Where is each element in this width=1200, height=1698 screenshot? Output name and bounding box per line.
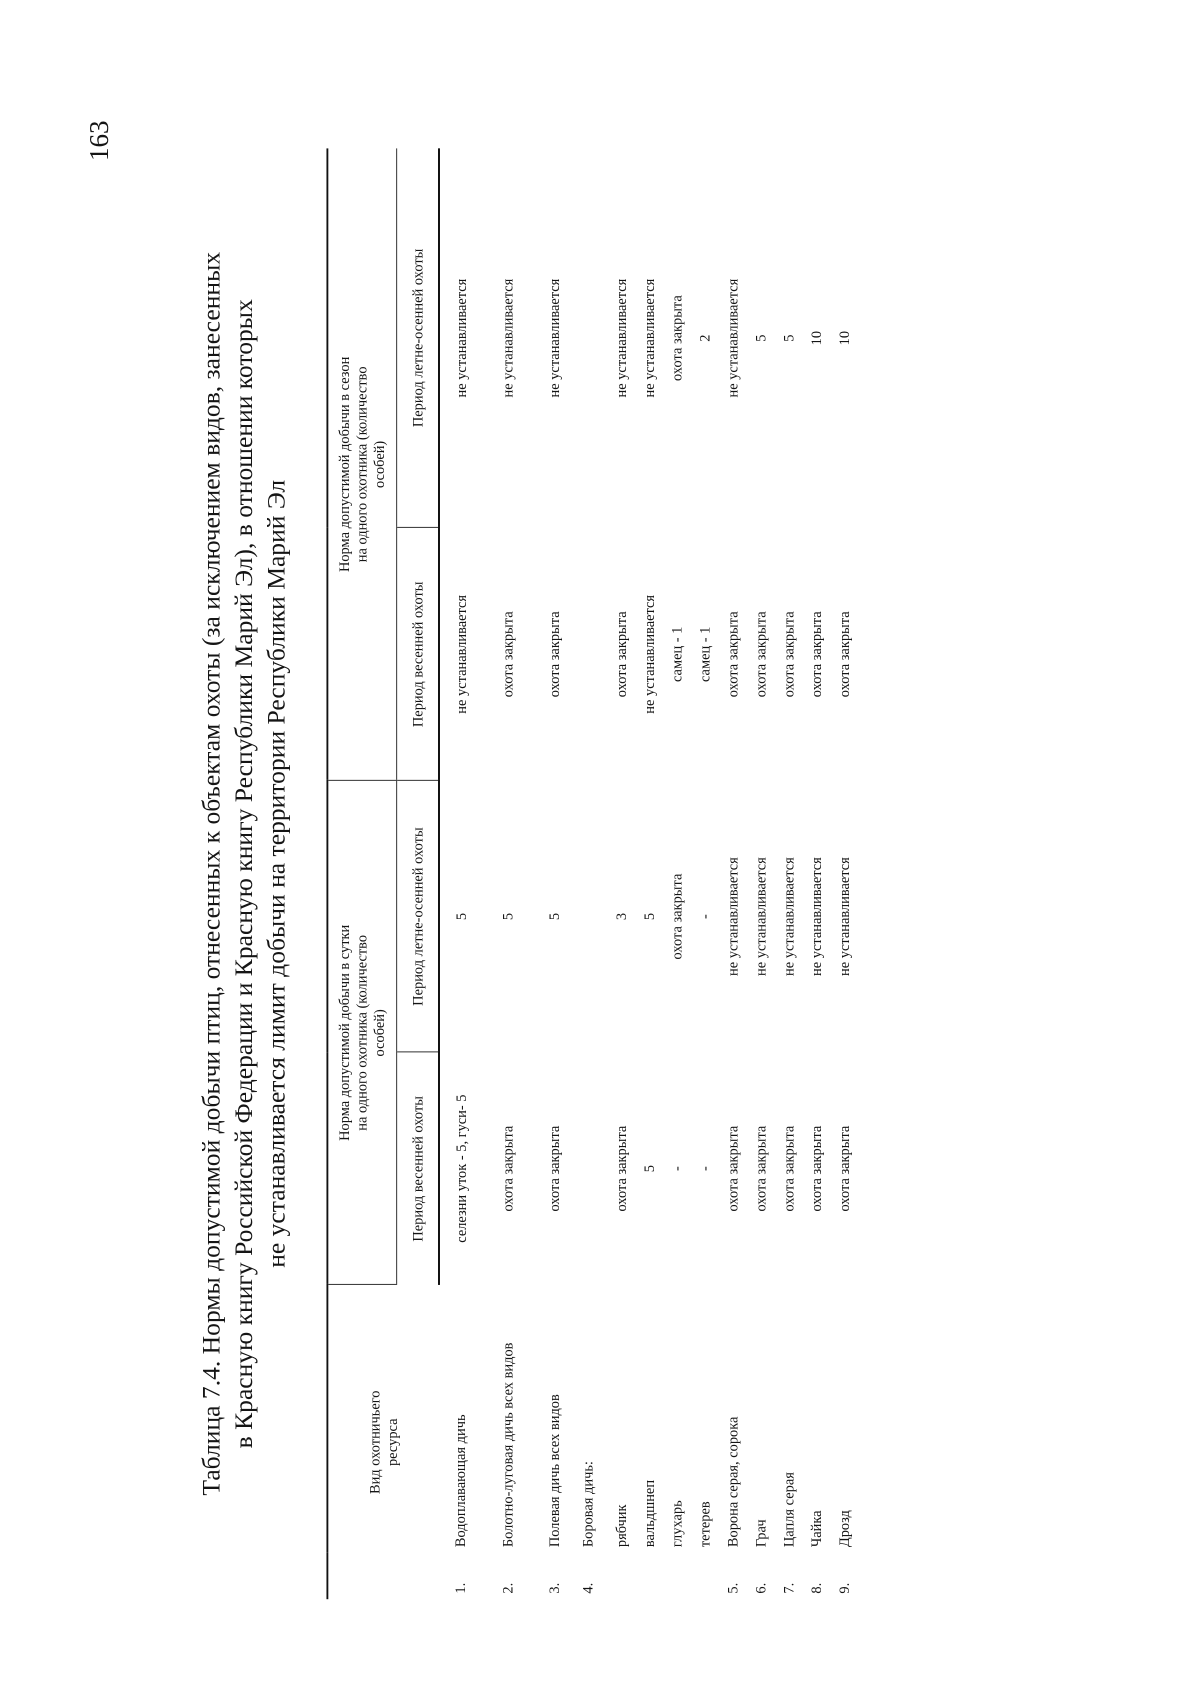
season-summer-value — [568, 148, 601, 527]
row-number: 1. — [452, 1582, 469, 1594]
species-name: вальдшнеп — [641, 1479, 658, 1548]
daily-summer-value: не устанавливается — [837, 857, 853, 976]
species-name: Цапля серая — [781, 1472, 798, 1548]
row-number: 6. — [753, 1582, 770, 1594]
season-spring-value: охота закрыта — [837, 611, 853, 698]
title-line: не устанавливается лимит добычи на территории Республики Марий Эл — [261, 479, 291, 1268]
table-row — [747, 148, 775, 1599]
season-summer-value: не устанавливается — [546, 278, 563, 398]
table-row — [691, 148, 719, 1599]
row-number — [635, 1553, 663, 1600]
table-row — [522, 148, 569, 1599]
table-row — [635, 148, 663, 1599]
row-number: 8. — [809, 1582, 825, 1594]
season-summer-value: не устанавливается — [453, 278, 470, 398]
table-row — [568, 148, 601, 1599]
season-spring-value: самец - 1 — [697, 626, 714, 683]
species-name: рябчик — [613, 1504, 630, 1548]
daily-spring-value: охота закрыта — [781, 1125, 798, 1212]
season-summer-value: не устанавливается — [725, 278, 742, 398]
species-name: Полевая дичь всех видов — [546, 1394, 563, 1548]
species-name: Водоплавающая дичь — [452, 1414, 469, 1548]
species-name: Чайка — [809, 1510, 825, 1548]
season-summer-value: 5 — [753, 334, 770, 342]
daily-summer-value: 3 — [613, 912, 630, 921]
species-name: Болотно-луговая дичь всех видов — [500, 1342, 517, 1548]
daily-spring-value: охота закрыта — [809, 1125, 825, 1212]
header-daily-norm: Норма допустимой добычи в сутки на одного охотника (количество особей) — [327, 781, 396, 1285]
daily-summer-value: не устанавливается — [753, 857, 770, 976]
season-summer-value: 10 — [809, 330, 825, 346]
season-summer-value: охота закрыта — [669, 295, 686, 382]
season-spring-value: охота закрыта — [809, 611, 825, 698]
table-row — [663, 148, 691, 1599]
title-line: Таблица 7.4. Нормы допустимой добычи птиц, отнесенных к объектам охоты (за исключением видов, занесенных — [196, 251, 226, 1496]
daily-spring-value: - — [669, 1166, 686, 1172]
daily-spring-value: - — [697, 1166, 714, 1172]
season-summer-value: 10 — [837, 330, 853, 346]
table-row — [439, 148, 475, 1599]
row-number: 2. — [500, 1582, 517, 1594]
row-number: 4. — [580, 1582, 597, 1594]
daily-summer-value: охота закрыта — [669, 873, 686, 960]
table-row — [803, 148, 831, 1599]
daily-spring-value: охота закрыта — [500, 1125, 517, 1212]
season-summer-value: 2 — [697, 334, 714, 342]
daily-summer-value: 5 — [453, 912, 470, 921]
table-row — [831, 148, 859, 1599]
header-daily-summer: Период летне-осенней охоты — [397, 781, 439, 1053]
season-spring-value: охота закрыта — [725, 611, 742, 698]
page-number-text: 163 — [84, 120, 114, 161]
season-spring-value — [568, 528, 601, 781]
row-number — [691, 1553, 719, 1600]
daily-summer-value: - — [697, 914, 714, 919]
daily-spring-value: охота закрыта — [753, 1125, 770, 1212]
species-name: Грач — [753, 1519, 770, 1548]
daily-summer-value: не устанавливается — [781, 857, 798, 976]
hunting-norms-table — [326, 148, 858, 1599]
daily-summer-value: 5 — [546, 912, 563, 921]
daily-summer-value — [568, 781, 601, 1053]
row-number: 9. — [837, 1582, 853, 1594]
season-spring-value: охота закрыта — [781, 611, 798, 698]
daily-spring-value: охота закрыта — [837, 1125, 853, 1212]
daily-summer-value: не устанавливается — [725, 857, 742, 976]
row-number — [602, 1553, 635, 1600]
season-spring-value: охота закрыта — [613, 611, 630, 698]
header-season-summer: Период летне-осенней охоты — [397, 148, 439, 527]
species-name: Дрозд — [837, 1510, 853, 1548]
title-line: в Красную книгу Российской Федерации и Красную книгу Республики Марий Эл), в отношении которых — [228, 299, 258, 1449]
table-body — [439, 148, 858, 1599]
table-row — [719, 148, 747, 1599]
row-number — [663, 1553, 691, 1600]
season-spring-value: охота закрыта — [500, 611, 517, 698]
season-spring-value: охота закрыта — [546, 611, 563, 698]
row-number: 7. — [781, 1582, 798, 1594]
daily-spring-value: охота закрыта — [546, 1125, 563, 1212]
daily-spring-value: охота закрыта — [613, 1125, 630, 1212]
season-spring-value: не устанавливается — [453, 594, 470, 714]
table-row — [602, 148, 635, 1599]
species-name: Ворона серая, сорока — [725, 1416, 742, 1548]
table-title — [194, 148, 292, 1599]
row-number: 5. — [725, 1582, 742, 1594]
table-row — [475, 148, 522, 1599]
page-number — [82, 120, 116, 162]
species-name: тетерев — [697, 1501, 714, 1548]
daily-spring-value — [568, 1052, 601, 1285]
row-number: 3. — [546, 1582, 563, 1594]
table-row — [775, 148, 803, 1599]
header-species: Вид охотничьего ресурса — [327, 1285, 439, 1599]
season-summer-value: не устанавливается — [613, 278, 630, 398]
rotated-page-content — [120, 120, 1162, 1655]
season-spring-value: охота закрыта — [753, 611, 770, 698]
daily-spring-value: селезни уток - 5, гуси- 5 — [453, 1094, 470, 1243]
header-daily-spring: Период весенней охоты — [397, 1052, 439, 1285]
daily-summer-value: 5 — [641, 912, 658, 921]
species-name: глухарь — [669, 1500, 686, 1548]
season-summer-value: 5 — [781, 334, 798, 342]
daily-summer-value: не устанавливается — [809, 857, 825, 976]
header-season-spring: Период весенней охоты — [397, 528, 439, 781]
header-season-norm: Норма допустимой добычи в сезон на одного охотника (количество особей) — [327, 148, 396, 780]
season-summer-value: не устанавливается — [641, 278, 658, 398]
daily-summer-value: 5 — [500, 912, 517, 921]
season-summer-value: не устанавливается — [500, 278, 517, 398]
season-spring-value: не устанавливается — [641, 594, 658, 714]
species-name: Боровая дичь: — [580, 1461, 597, 1548]
season-spring-value: самец - 1 — [669, 626, 686, 683]
daily-spring-value: охота закрыта — [725, 1125, 742, 1212]
daily-spring-value: 5 — [641, 1165, 658, 1173]
